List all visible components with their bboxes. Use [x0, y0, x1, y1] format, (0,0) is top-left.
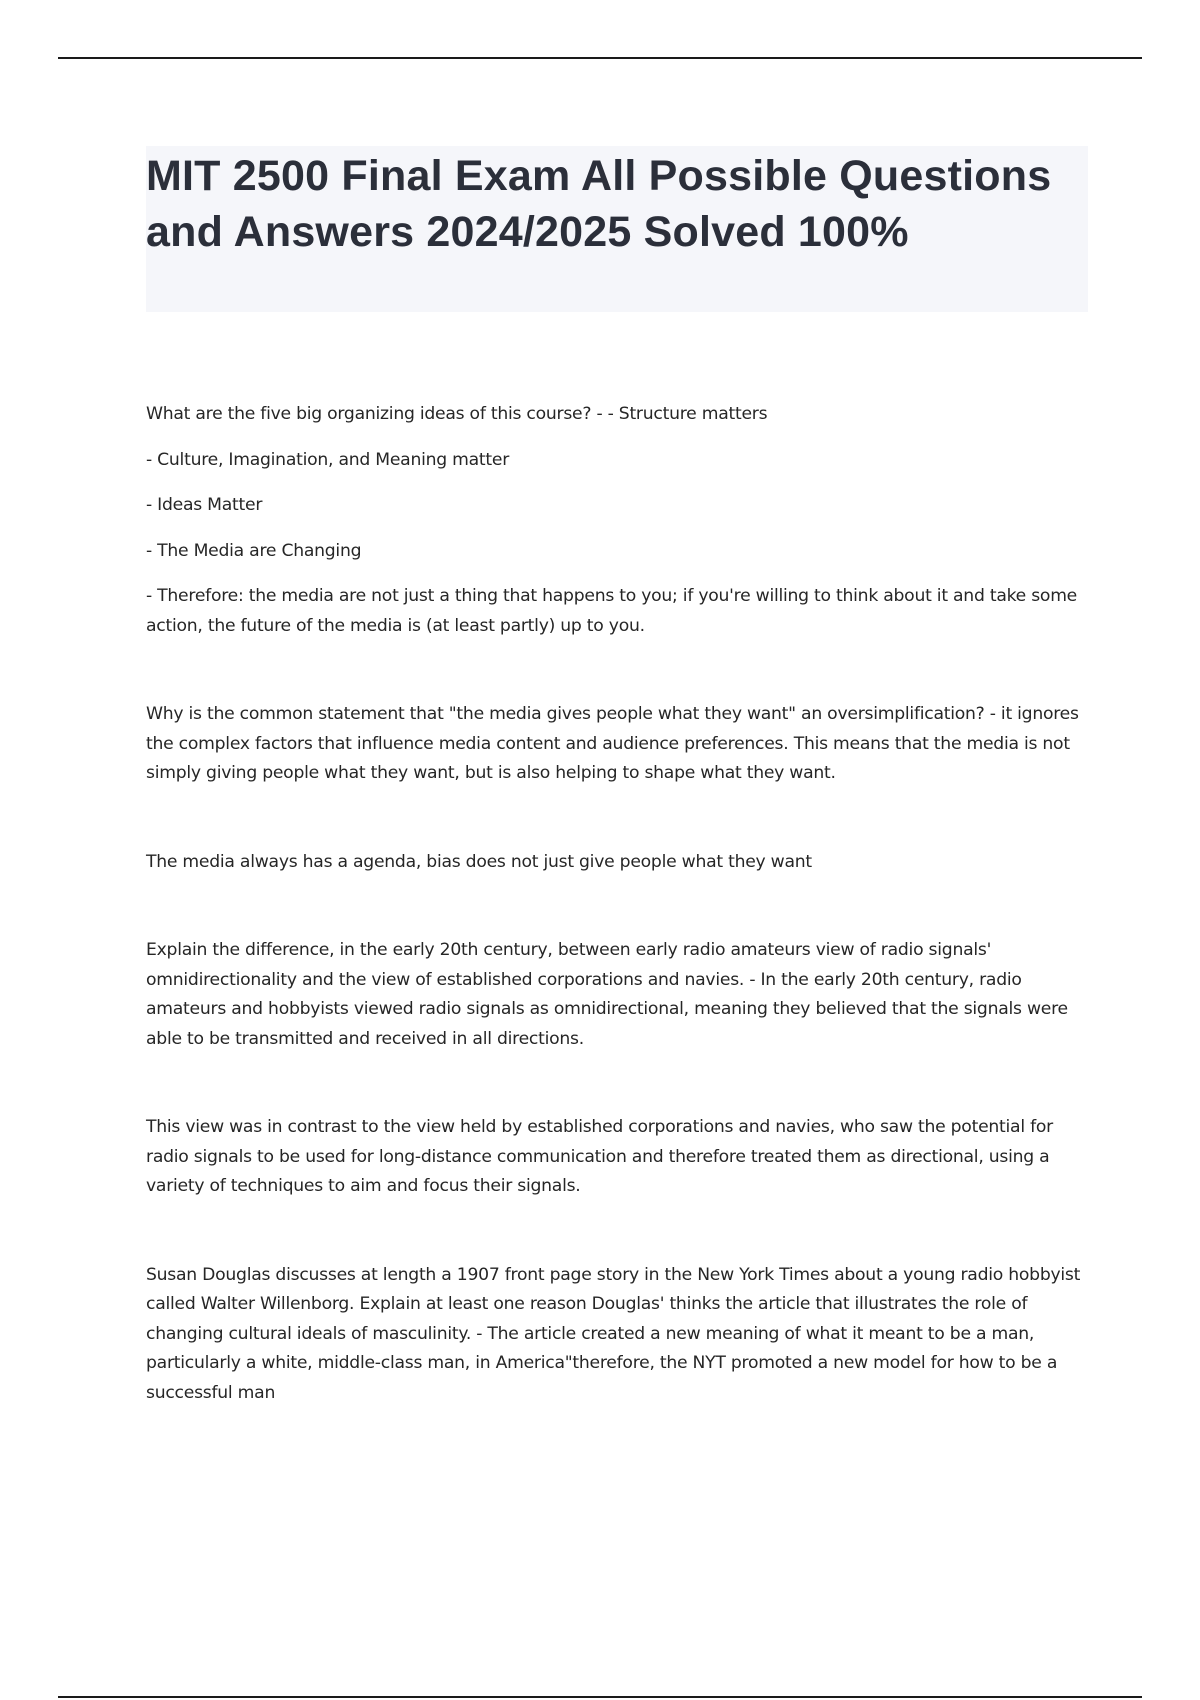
answer-1-item: - Culture, Imagination, and Meaning matter — [146, 449, 510, 470]
answer-1-item: - The Media are Changing — [146, 540, 362, 561]
bottom-rule — [58, 1696, 1142, 1698]
question-1: What are the five big organizing ideas of this course? - - Structure matters — [146, 404, 768, 424]
spacer — [146, 877, 1091, 936]
answer-3-continuation: This view was in contrast to the view held by established corporations and navies, who saw the potential for radio signals to be used for long-distance communication and therefore treated them as directional, using a variety of techniques to aim and focus their signals. — [146, 1117, 1053, 1196]
question-4: Susan Douglas discusses at length a 1907 front page story in the New York Times about a young radio hobbyist called Walter Willenborg. Explain at least one reason Douglas' thinks the article that illustrates the role of changing cultural ideals of masculinity. - The article created a new meaning of what it meant to be a man, particularly a white, middle-class man, in America"therefore, the NYT promoted a new model for how to be a successful man — [146, 1264, 1081, 1403]
title-banner — [146, 146, 1088, 312]
question-2: Why is the common statement that "the media gives people what they want" an oversimplification? - it ignores the complex factors that influence media content and audience preferences. This means that the media is not simply giving people what they want, but is also helping to shape what they want. — [146, 704, 1079, 783]
top-rule — [58, 57, 1142, 59]
question-3: Explain the difference, in the early 20th century, between early radio amateurs view of radio signals' omnidirectionality and the view of established corporations and navies. - In the early 20th century, radio amateurs and hobbyists viewed radio signals as omnidirectional, meaning they believed that the signals were able to be transmitted and received in all directions. — [146, 940, 1068, 1049]
answer-1-item: - Ideas Matter — [146, 495, 263, 515]
statement-paragraph: The media always has a agenda, bias does not just give people what they want — [146, 851, 812, 872]
spacer — [146, 475, 1091, 491]
document-body — [146, 400, 1091, 1408]
spacer — [146, 1054, 1091, 1113]
spacer — [146, 641, 1091, 700]
spacer — [146, 430, 1091, 446]
spacer — [146, 521, 1091, 537]
document-title: MIT 2500 Final Exam All Possible Questions and Answers 2024/2025 Solved 100% — [146, 152, 1052, 256]
spacer — [146, 1202, 1091, 1261]
spacer — [146, 566, 1091, 582]
answer-1-item: - Therefore: the media are not just a thing that happens to you; if you're willing to think about it and take some action, the future of the media is (at least partly) up to you. — [146, 586, 1078, 636]
spacer — [146, 789, 1091, 848]
